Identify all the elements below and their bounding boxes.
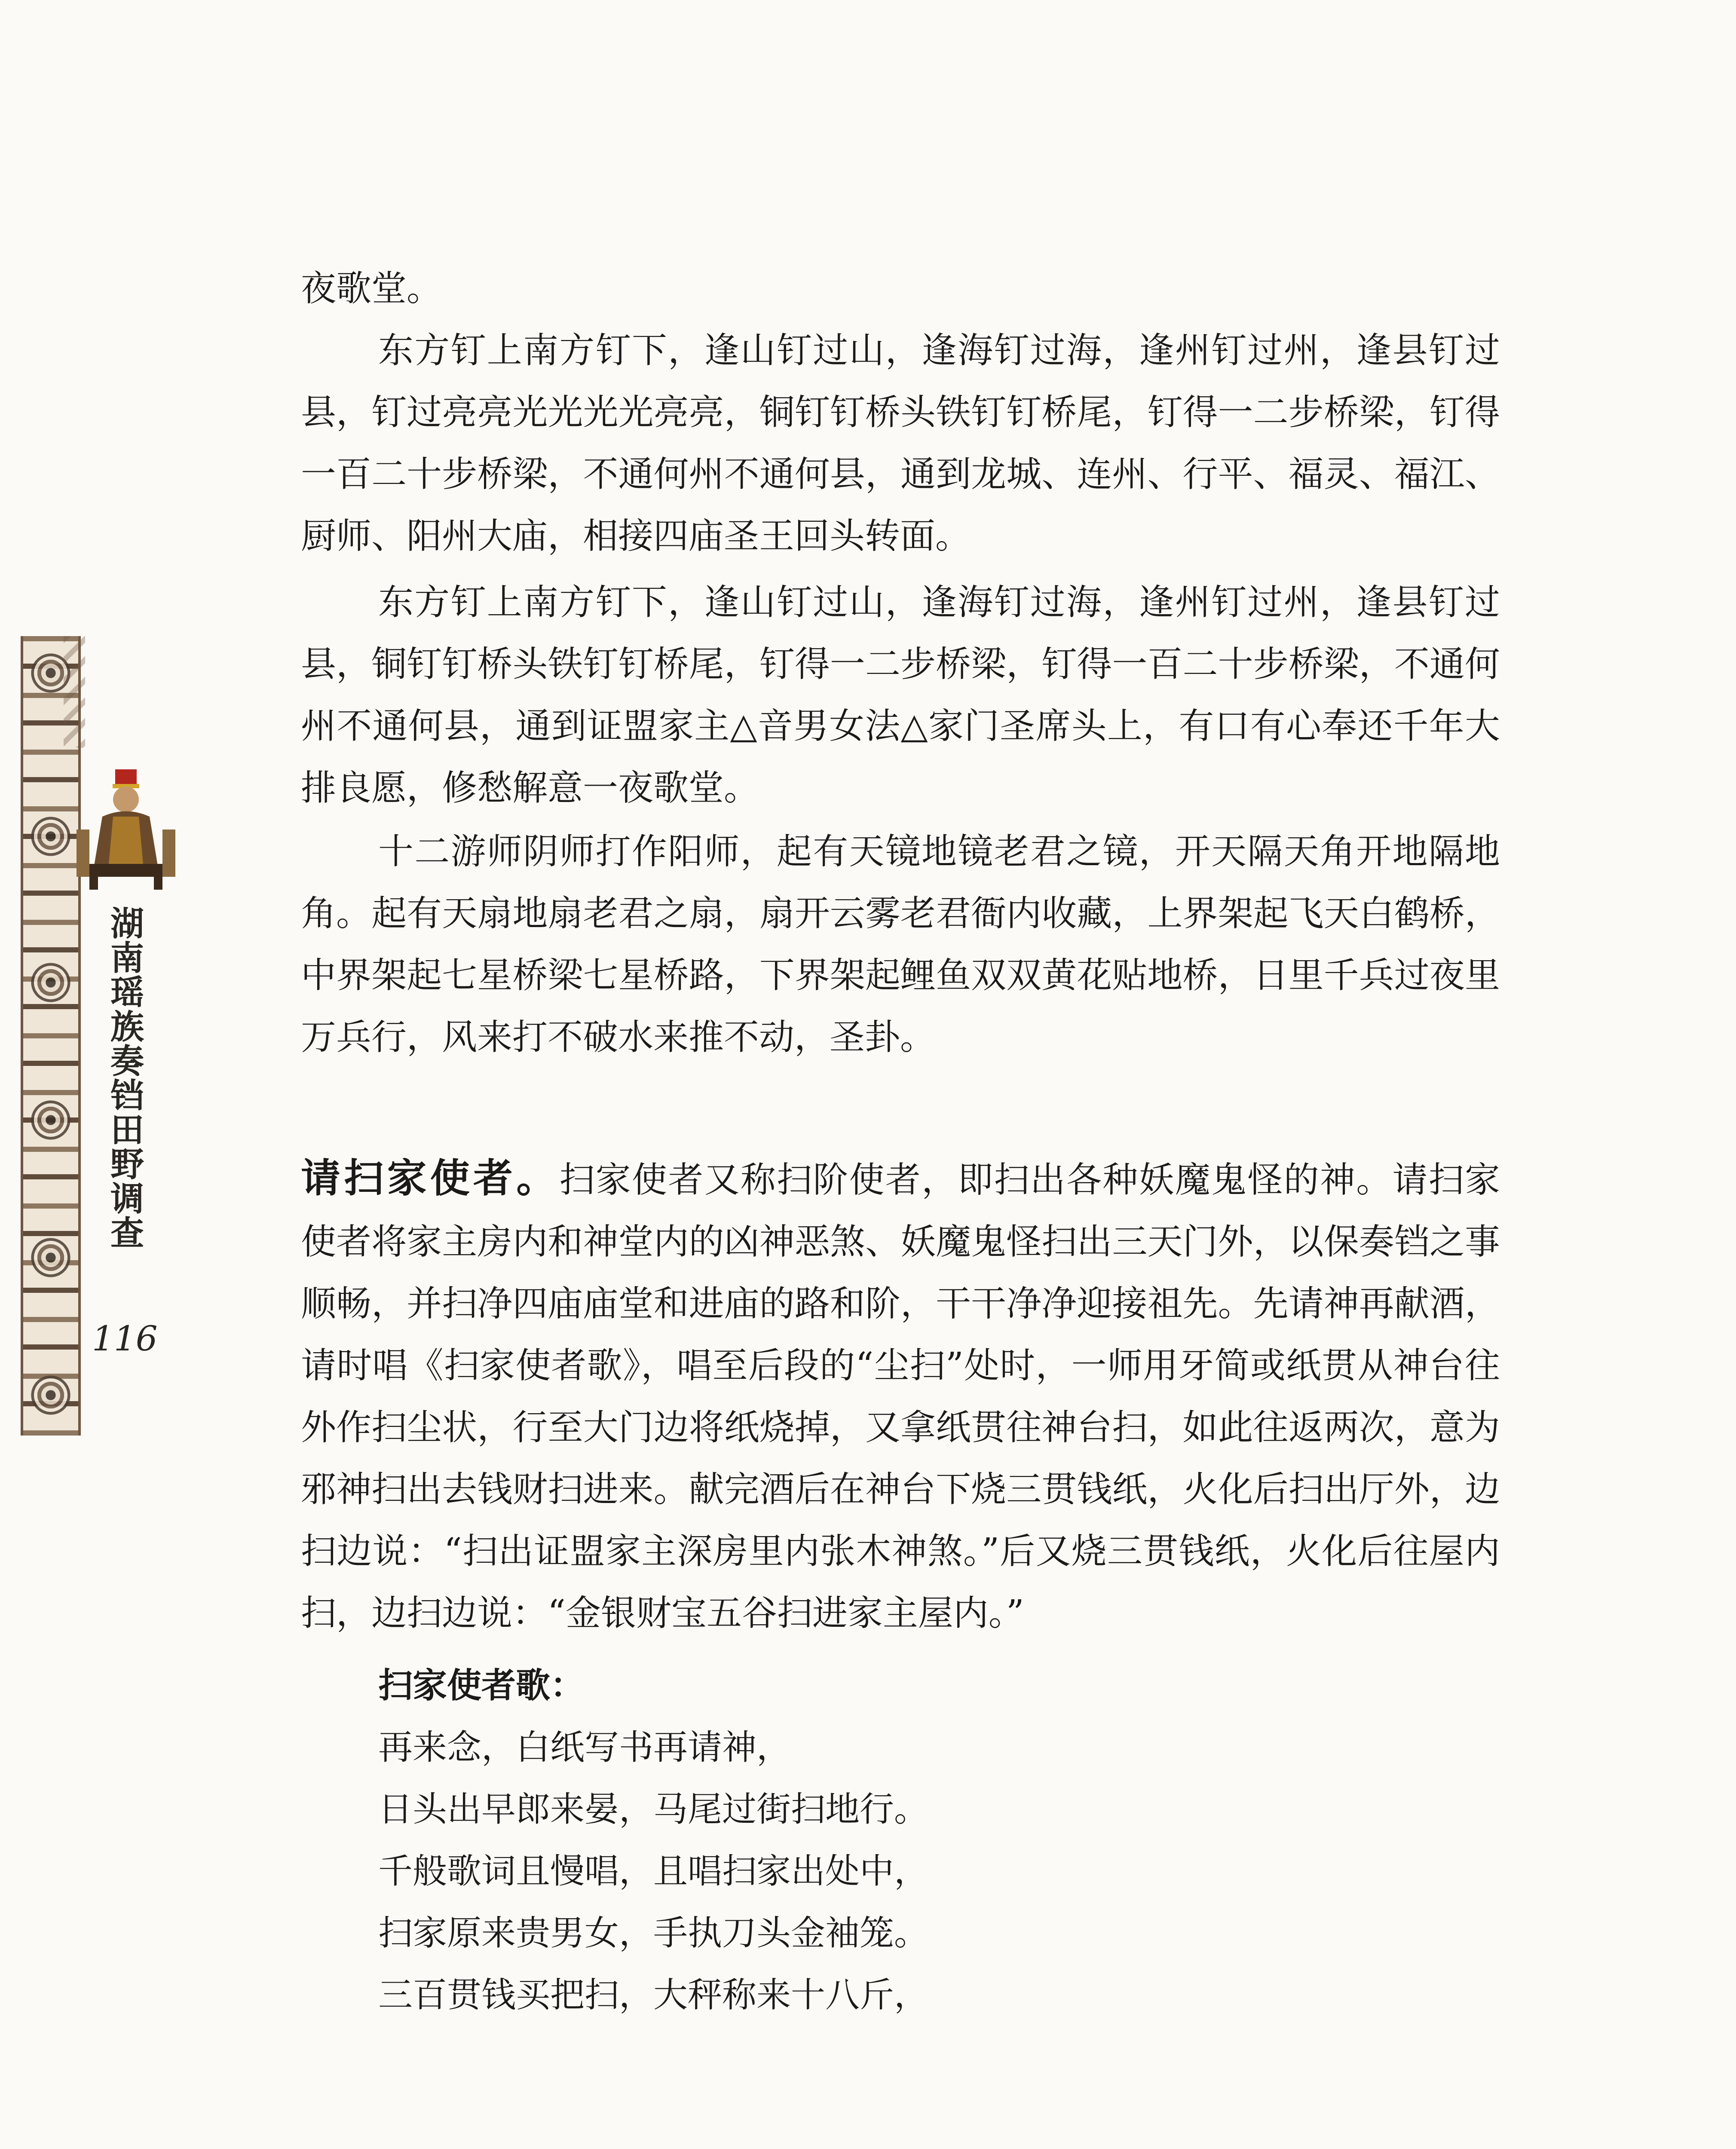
song-line: 扫家原来贵男女，手执刀头金袖笼。 <box>378 1913 928 1953</box>
song-block <box>378 1655 928 2026</box>
song-line: 再来念，白纸写书再请神， <box>378 1727 791 1767</box>
song-line: 三百贯钱买把扫，大秤称来十八斤， <box>378 1975 928 2015</box>
deity-figure-icon <box>77 765 175 894</box>
paragraph-2: 东方钉上南方钉下，逢山钉过山，逢海钉过海，逢州钉过州，逢县钉过县，钉过亮亮光光光光亮亮，铜钉钉桥头铁钉钉桥尾，钉得一二步桥梁，钉得一百二十步桥梁，不通何州不通何县，通到龙城、连州、行平、福灵、福江、厨师、阳州大庙，相接四庙圣王回头转面。 <box>301 330 1500 557</box>
section-paragraph <box>301 1148 1500 1644</box>
song-line: 日头出早郎来晏，马尾过街扫地行。 <box>378 1789 928 1829</box>
section-heading: 请扫家使者。 <box>301 1155 560 1201</box>
ornamental-border-band <box>21 636 81 1436</box>
song-title: 扫家使者歌： <box>378 1665 585 1705</box>
song-line: 千般歌词且慢唱，且唱扫家出处中， <box>378 1851 928 1891</box>
ornamental-triangles <box>64 636 85 748</box>
page-number: 116 <box>92 1319 158 1359</box>
paragraph-1: 夜歌堂。 <box>301 268 442 309</box>
section-body: 扫家使者又称扫阶使者，即扫出各种妖魔鬼怪的神。请扫家使者将家主房内和神堂内的凶神恶煞、妖魔鬼怪扫出三天门外，以保奏铛之事顺畅，并扫净四庙庙堂和进庙的路和阶，干干净净迎接祖先。先请神再献酒，请时唱《扫家使者歌》，唱至后段的“尘扫”处时，一师用牙简或纸贯从神台往外作扫尘状，行至大门边将纸烧掉，又拿纸贯往神台扫，如此往返两次，意为邪神扫出去钱财扫进来。献完酒后在神台下烧三贯钱纸，火化后扫出厅外，边扫边说：“扫出证盟家主深房里内张木神煞。”后又烧三贯钱纸，火化后往屋内扫，边扫边说：“金银财宝五谷扫进家主屋内。” <box>301 1160 1500 1634</box>
book-title-vertical: 湖 南 瑶 族 奏 铛 田 野 调 查 <box>110 905 144 1253</box>
paragraph-3: 东方钉上南方钉下，逢山钉过山，逢海钉过海，逢州钉过州，逢县钉过县，铜钉钉桥头铁钉钉桥尾，钉得一二步桥梁，钉得一百二十步桥梁，不通何州不通何县，通到证盟家主△音男女法△家门圣席头上，有口有心奉还千年大排良愿，修愁解意一夜歌堂。 <box>301 582 1500 808</box>
paragraph-4: 十二游师阴师打作阳师，起有天镜地镜老君之镜，开天隔天角开地隔地角。起有天扇地扇老君之扇，扇开云雾老君衙内收藏，上界架起飞天白鹤桥，中界架起七星桥梁七星桥路，下界架起鲤鱼双双黄花贴地桥，日里千兵过夜里万兵行，风来打不破水来推不动，圣卦。 <box>301 831 1500 1058</box>
